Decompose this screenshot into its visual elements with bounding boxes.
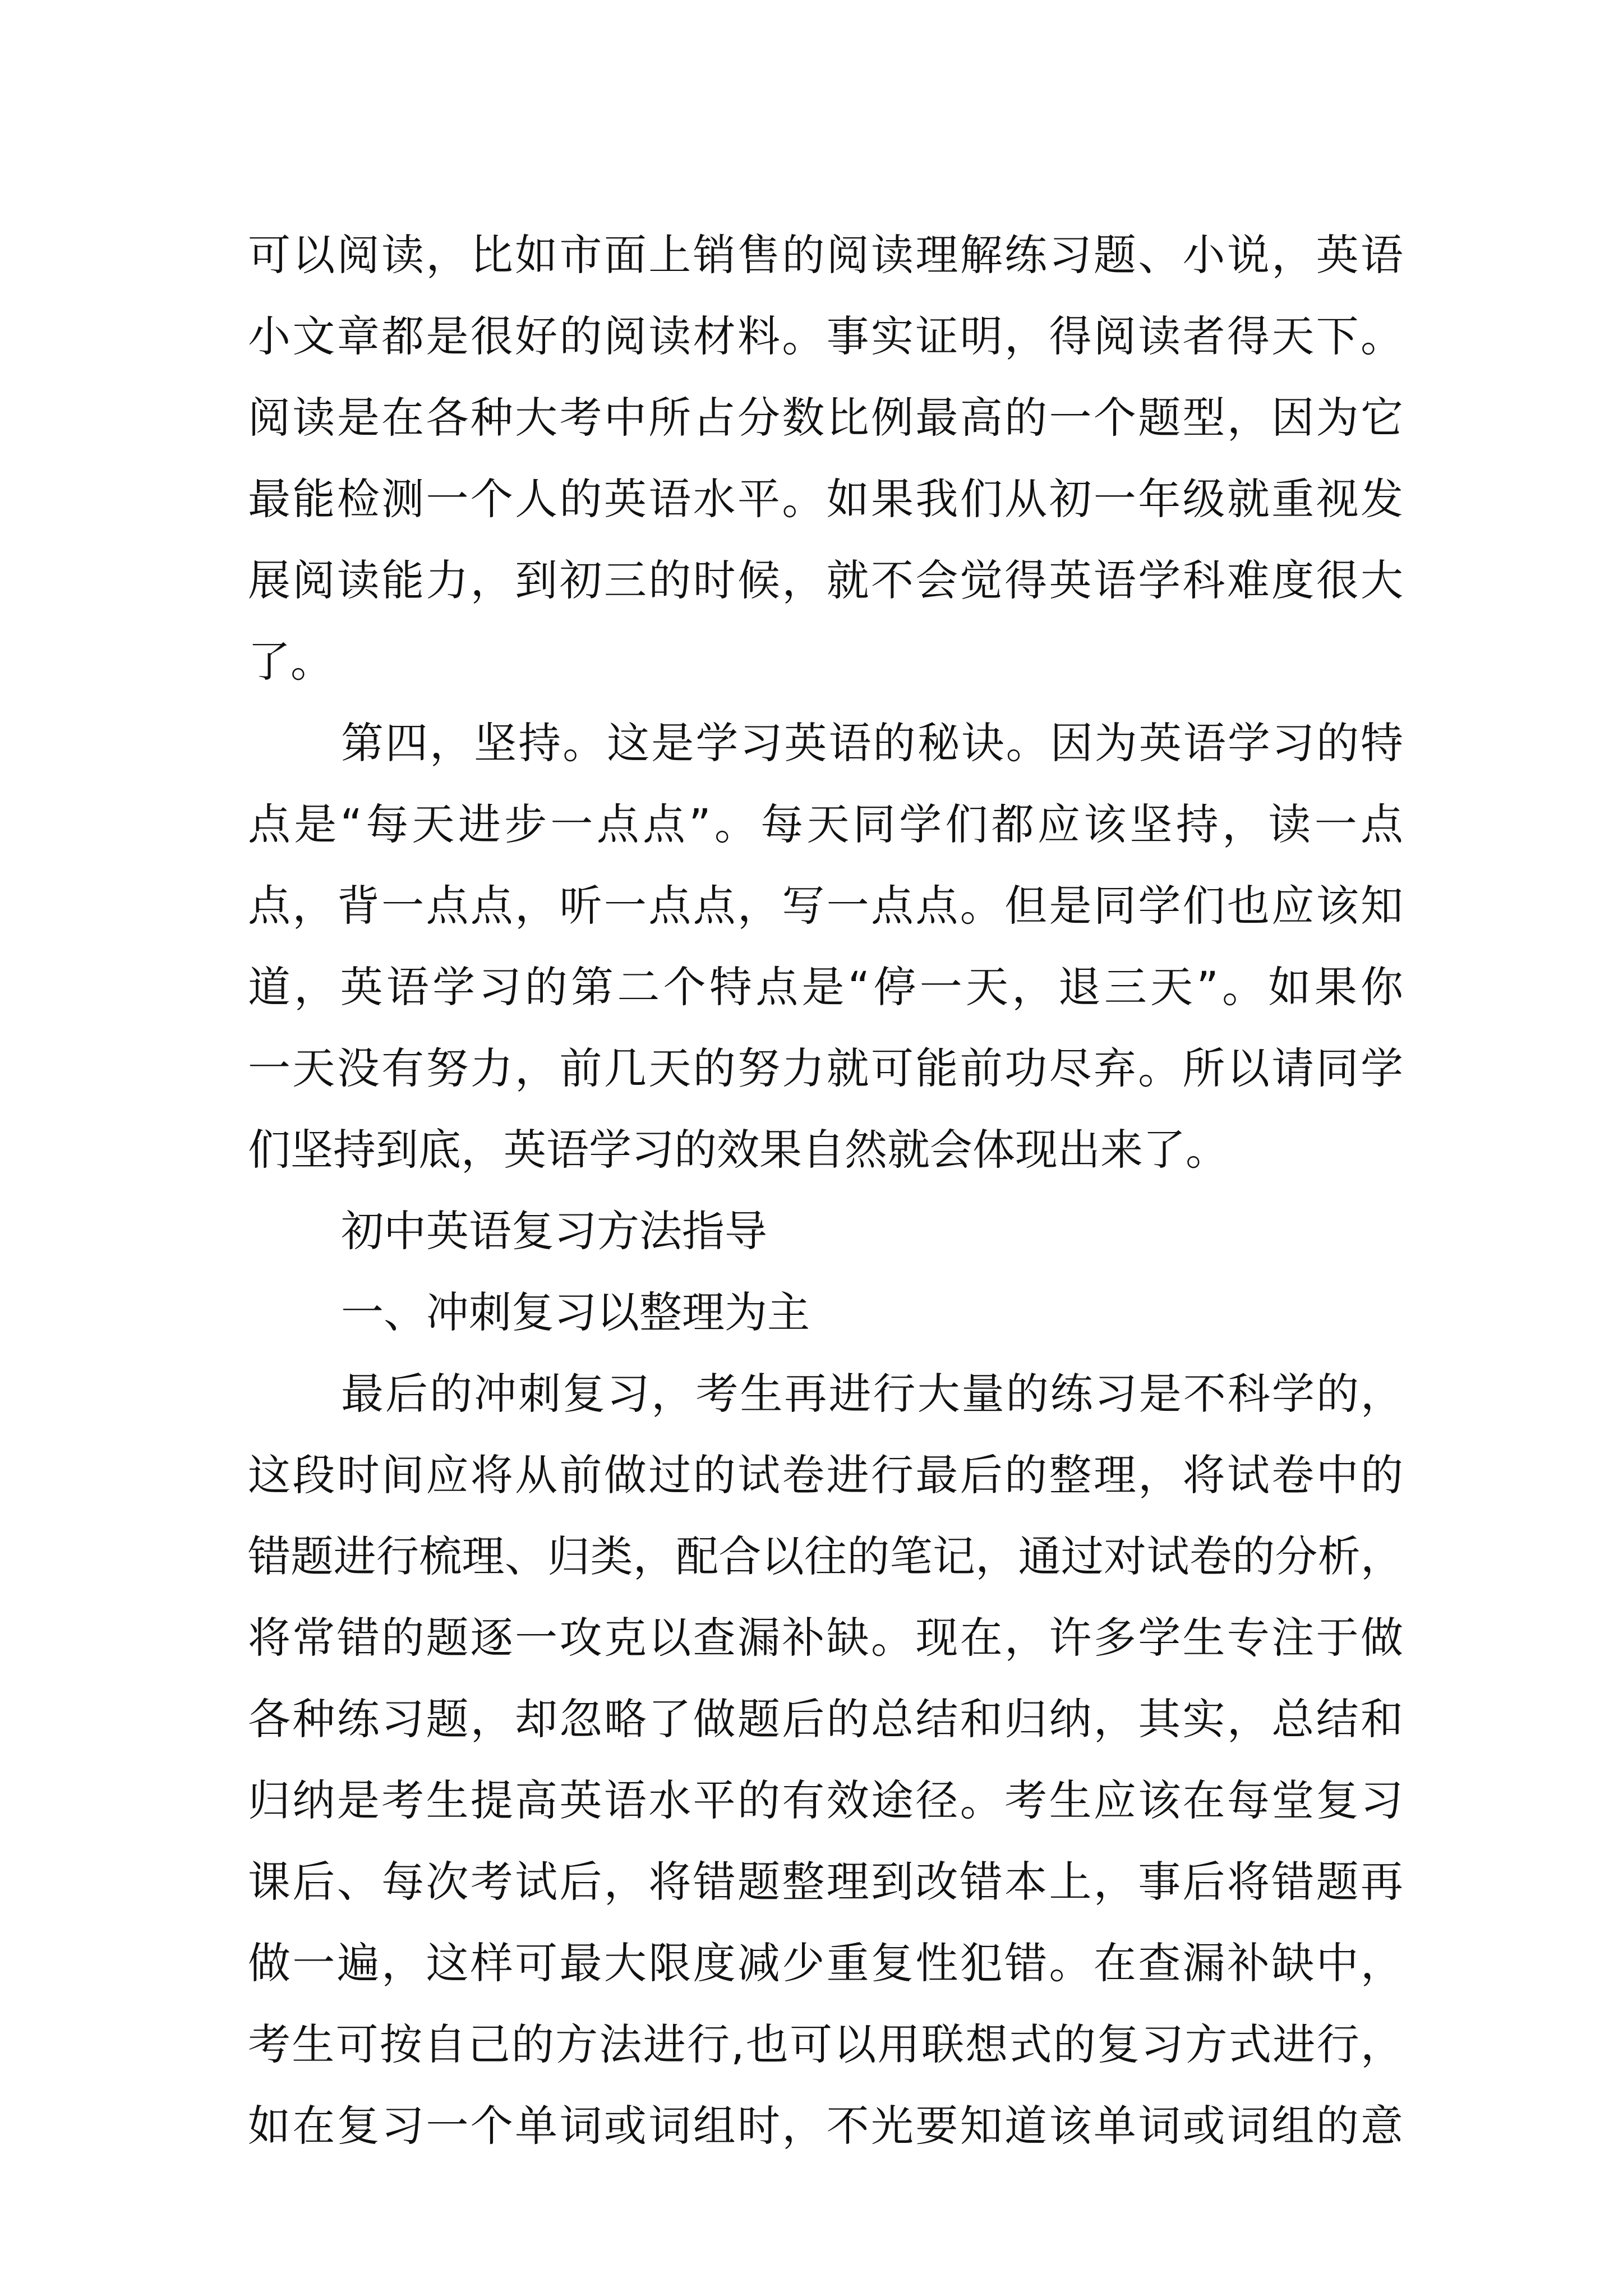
text-line: 归纳是考生提高英语水平的有效途径。考生应该在每堂复习 — [248, 1775, 1403, 1825]
section-heading: 初中英语复习方法指导 — [341, 1206, 767, 1256]
text-line: 一天没有努力，前几天的努力就可能前功尽弃。所以请同学 — [248, 1043, 1403, 1093]
text-line: 做一遍，这样可最大限度减少重复性犯错。在查漏补缺中， — [248, 1938, 1403, 1988]
text-line: 最能检测一个人的英语水平。如果我们从初一年级就重视发 — [248, 474, 1403, 524]
text-line: 如在复习一个单词或词组时，不光要知道该单词或词组的意 — [248, 2101, 1403, 2151]
text-line: 各种练习题，却忽略了做题后的总结和归纳，其实，总结和 — [248, 1694, 1403, 1744]
paragraph-first-line: 第四，坚持。这是学习英语的秘诀。因为英语学习的特 — [341, 718, 1403, 768]
paragraph-first-line: 最后的冲刺复习，考生再进行大量的练习是不科学的， — [341, 1369, 1403, 1419]
text-line: 可以阅读，比如市面上销售的阅读理解练习题、小说，英语 — [248, 230, 1403, 280]
text-line: 们坚持到底，英语学习的效果自然就会体现出来了。 — [248, 1125, 1228, 1175]
document-body — [248, 214, 1403, 2166]
text-line: 将常错的题逐一攻克以查漏补缺。现在，许多学生专注于做 — [248, 1613, 1403, 1663]
text-line: 了。 — [248, 637, 333, 687]
text-line: 阅读是在各种大考中所占分数比例最高的一个题型，因为它 — [248, 393, 1403, 443]
text-line: 考生可按自己的方法进行,也可以用联想式的复习方式进行， — [248, 2019, 1403, 2069]
text-line: 小文章都是很好的阅读材料。事实证明，得阅读者得天下。 — [248, 311, 1403, 361]
text-line: 道，英语学习的第二个特点是“停一天，退三天”。如果你 — [248, 962, 1403, 1012]
text-line: 错题进行梳理、归类，配合以往的笔记，通过对试卷的分析， — [248, 1531, 1403, 1581]
subsection-heading: 一、冲刺复习以整理为主 — [341, 1287, 810, 1337]
text-line: 点，背一点点，听一点点，写一点点。但是同学们也应该知 — [248, 881, 1403, 931]
text-line: 这段时间应将从前做过的试卷进行最后的整理，将试卷中的 — [248, 1450, 1403, 1500]
text-line: 课后、每次考试后，将错题整理到改错本上，事后将错题再 — [248, 1857, 1403, 1907]
text-line: 点是“每天进步一点点”。每天同学们都应该坚持，读一点 — [248, 799, 1403, 849]
text-line: 展阅读能力，到初三的时候，就不会觉得英语学科难度很大 — [248, 555, 1403, 605]
